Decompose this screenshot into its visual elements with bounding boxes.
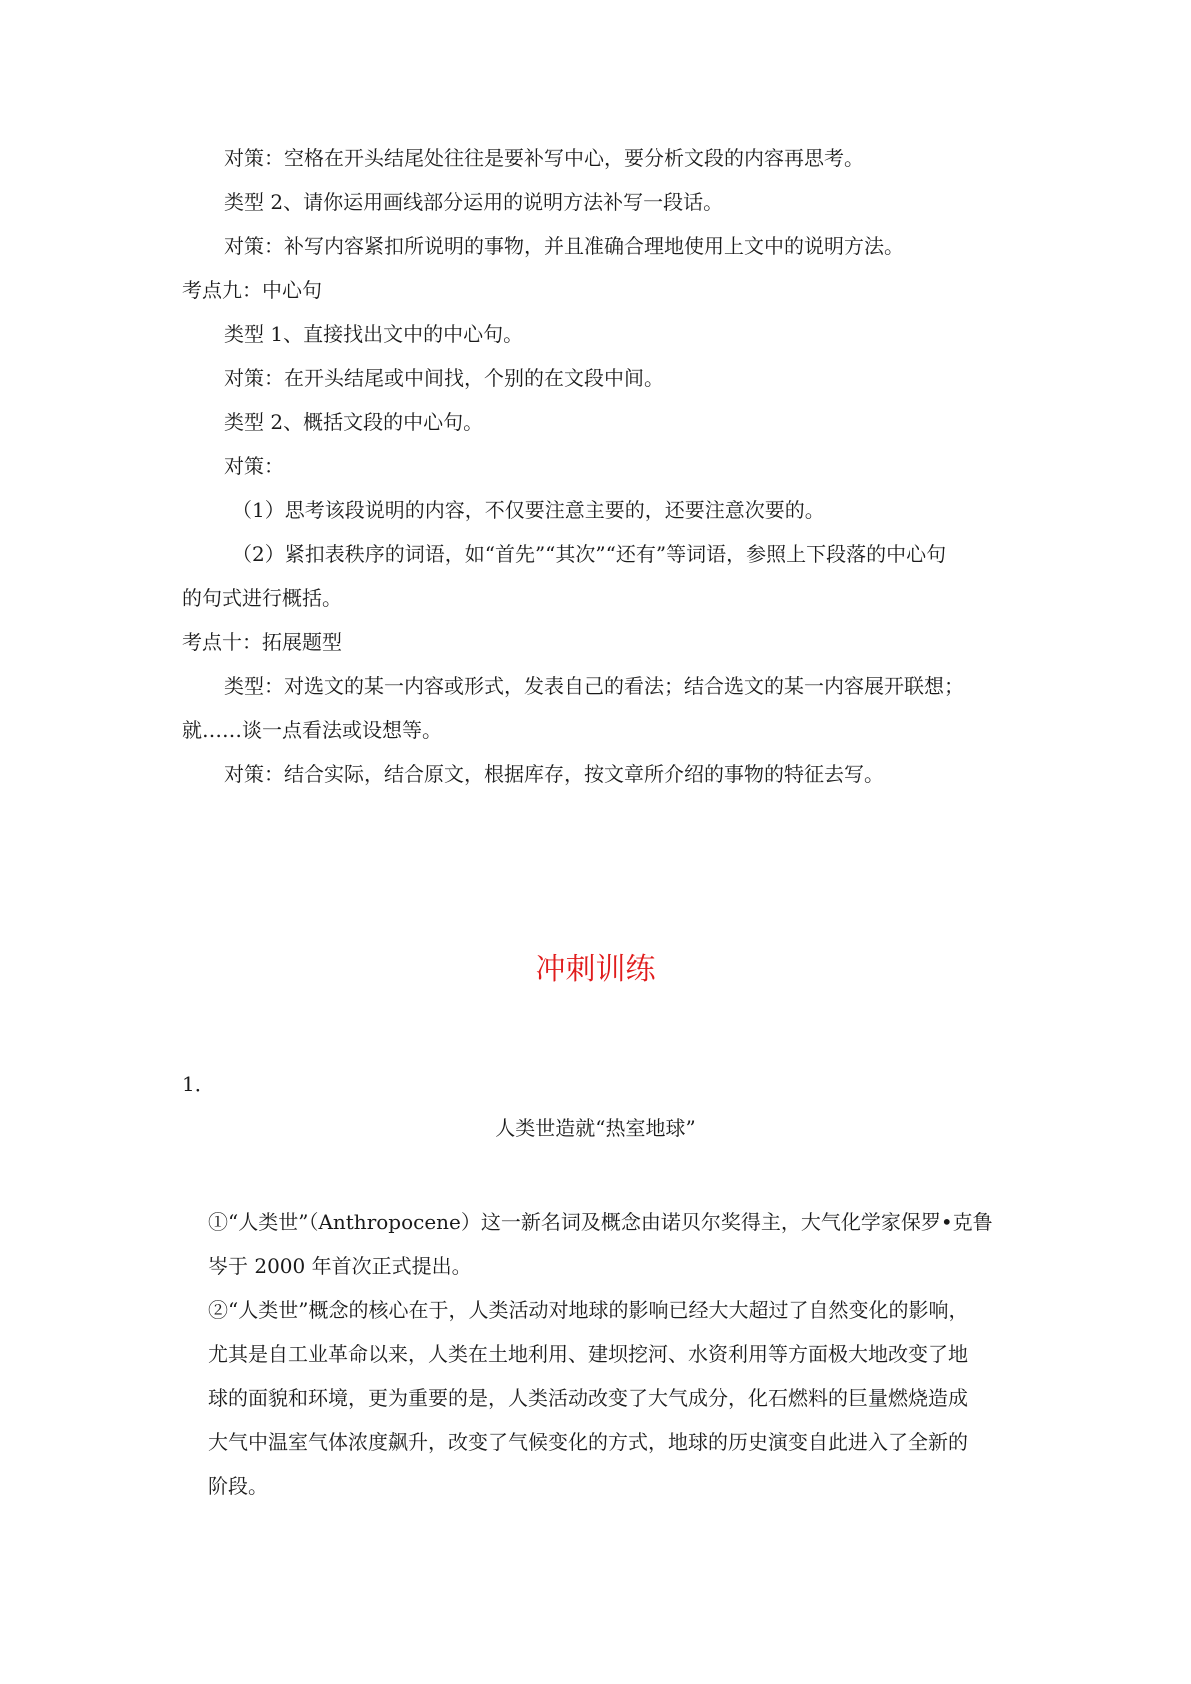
paragraph-2-line-2: 尤其是自工业革命以来，人类在土地利用、建坝挖河、水资利用等方面极大地改变了地 [208,1342,968,1366]
strategy-fill-center: 对策：空格在开头结尾处往往是要补写中心，要分析文段的内容再思考。 [224,146,864,170]
paragraph-1-line-1: ①“人类世”（Anthropocene）这一新名词及概念由诺贝尔奖得主，大气化学家保罗•克鲁 [208,1210,993,1234]
section-9-strategy-1: 对策：在开头结尾或中间找，个别的在文段中间。 [224,366,664,390]
section-9-type-1: 类型 1、直接找出文中的中心句。 [224,322,524,346]
section-10-type: 类型：对选文的某一内容或形式，发表自己的看法；结合选文的某一内容展开联想； [224,674,964,698]
section-9-point-2: （2）紧扣表秩序的词语，如“首先”“其次”“还有”等词语，参照上下段落的中心句 [232,542,947,566]
paragraph-1-line-2: 岑于 2000 年首次正式提出。 [208,1254,472,1278]
section-9-heading: 考点九：中心句 [182,278,322,302]
strategy-fill-method: 对策：补写内容紧扣所说明的事物，并且准确合理地使用上文中的说明方法。 [224,234,904,258]
section-10-type-cont: 就……谈一点看法或设想等。 [182,718,442,742]
paragraph-2-line-1: ②“人类世”概念的核心在于，人类活动对地球的影响已经大大超过了自然变化的影响， [208,1298,969,1322]
section-9-point-1: （1）思考该段说明的内容，不仅要注意主要的，还要注意次要的。 [232,498,825,522]
training-title: 冲刺训练 [535,952,656,987]
section-9-point-2-cont: 的句式进行概括。 [182,586,342,610]
question-number: 1． [182,1072,215,1096]
paragraph-2-line-4: 大气中温室气体浓度飙升，改变了气候变化的方式，地球的历史演变自此进入了全新的 [208,1430,968,1454]
section-9-strategy-2: 对策： [224,454,284,478]
paragraph-2-line-3: 球的面貌和环境，更为重要的是，人类活动改变了大气成分，化石燃料的巨量燃烧造成 [208,1386,968,1410]
paragraph-2-line-5: 阶段。 [208,1474,268,1498]
section-10-heading: 考点十：拓展题型 [182,630,342,654]
section-10-strategy: 对策：结合实际，结合原文，根据库存，按文章所介绍的事物的特征去写。 [224,762,884,786]
section-9-type-2: 类型 2、概括文段的中心句。 [224,410,484,434]
article-title: 人类世造就“热室地球” [495,1116,696,1140]
type-2-description-method: 类型 2、请你运用画线部分运用的说明方法补写一段话。 [224,190,724,214]
